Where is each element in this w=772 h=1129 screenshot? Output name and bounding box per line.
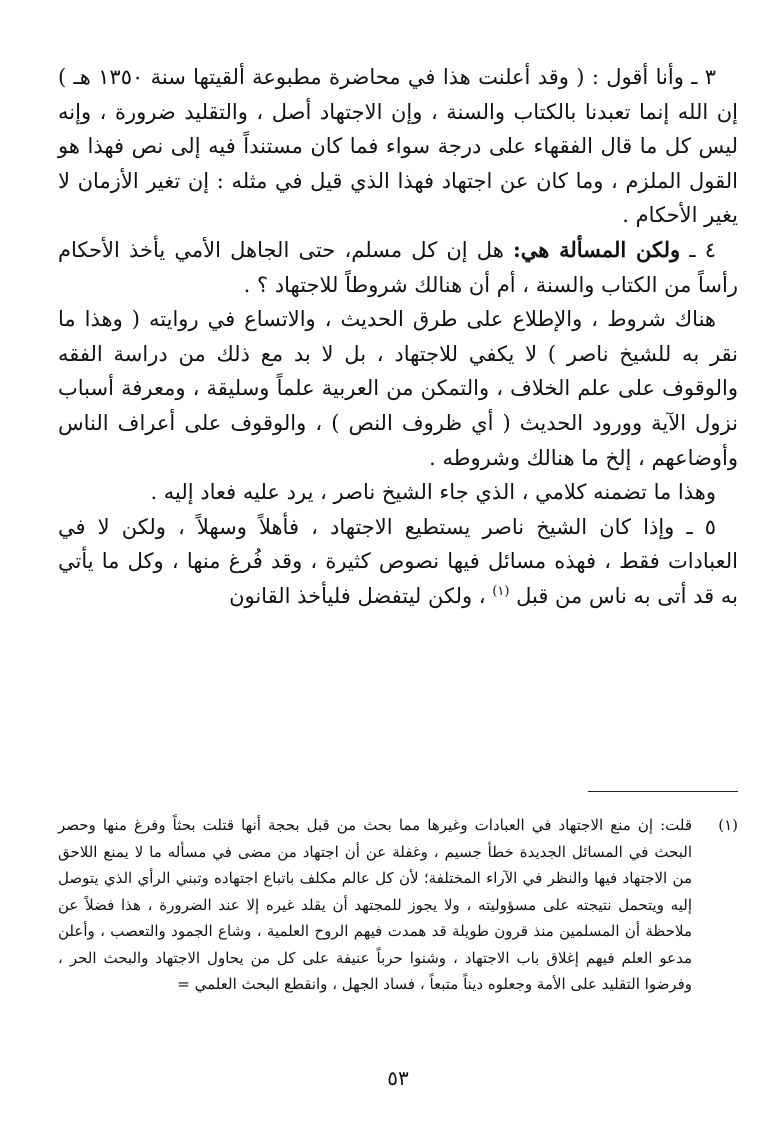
- paragraph-4-rest: هل إن كل مسلم، حتى الجاهل الأمي يأخذ الأحكام رأساً من الكتاب والسنة ، أم أن هنالك شروطاً للاجتهاد ؟ .: [58, 237, 738, 297]
- paragraph-5: [58, 510, 738, 614]
- footnote-reference[interactable]: (١): [492, 583, 510, 599]
- main-text: [58, 60, 738, 614]
- footnote-text: قلت: إن منع الاجتهاد في العبادات وغيرها مما بحث من قبل بحجة أنها قتلت بحثاً وفرغ منها وحصر البحث في المسائل الجديدة خطأ جسيم ، وغفلة عن أن اجتهاد من مضى في مسأله ما لا يمنع اللاحق من الاجتهاد فيها والنظر في الآراء المختلفة؛ لأن كل عالم مكلف باتباع اجتهاده وتبني الرأي الذي يتوصل إليه ويتحمل نتيجته على مسؤوليته ، ولا يجوز للمجتهد أن يقلد غيره إلا عند الضرورة ، هذا فضلاً عن ملاحظة أن المسلمين منذ قرون طويلة قد همدت فيهم الروح العلمية ، وشاع الجمود والتعصب ، وأعلن مدعو العلم فيهم إغلاق باب الاجتهاد ، وشنوا حرباً عنيفة على كل من يحاول الاجتهاد والبحث الحر ، وفرضوا التقليد على الأمة وجعلوه ديناً متبعاً ، فساد الجهل ، وانقطع البحث العلمي =: [58, 816, 692, 993]
- paragraph-summary: وهذا ما تضمنه كلامي ، الذي جاء الشيخ ناصر ، يرد عليه فعاد إليه .: [150, 480, 716, 505]
- footnote-1: [58, 812, 738, 998]
- paragraph-4: [58, 233, 738, 302]
- paragraph-conditions: هناك شروط ، والإطلاع على طرق الحديث ، والاتساع في روايته ( وهذا ما نقر به للشيخ ناصر ) لا يكفي للاجتهاد ، بل لا بد مع ذلك من دراسة الفقه والوقوف على علم الخلاف ، والتمكن من العربية علماً وسليقة ، ومعرفة أسباب نزول الآية وورود الحديث ( أي ظروف النص ) ، والوقوف على أعراف الناس وأوضاعهم ، إلخ ما هنالك وشروطه .: [58, 307, 738, 470]
- paragraph-5-after: ، ولكن ليتفضل فليأخذ القانون: [229, 583, 486, 608]
- paragraph-4-lead: ولكن المسألة هي:: [512, 236, 681, 262]
- document-page: [58, 60, 738, 1100]
- footnote-mark: (١): [718, 816, 738, 834]
- paragraph-5-before: ٥ ـ وإذا كان الشيخ ناصر يستطيع الاجتهاد ، فأهلاً وسهلاً ، ولكن لا في العبادات فقط ، فهذه مسائل فيها نصوص كثيرة ، وقد فُرغ منها ، وكل ما يأتي به قد أتى به ناس من قبل: [58, 514, 738, 608]
- footnotes-section: [58, 812, 738, 998]
- paragraph-4-number: ٤ ـ: [689, 237, 716, 262]
- page-number: ٥٣: [387, 1066, 409, 1090]
- footnote-divider: [588, 791, 738, 792]
- paragraph-3: ٣ ـ وأنا أقول : ( وقد أعلنت هذا في محاضرة مطبوعة ألقيتها سنة ١٣٥٠ هـ ) إن الله إنما تعبدنا بالكتاب والسنة ، وإن الاجتهاد أصل ، والتقليد ضرورة ، وإنه ليس كل ما قال الفقهاء على درجة سواء فما كان مستنداً فيه إلى نص فهذا هو القول الملزم ، وما كان عن اجتهاد فهذا الذي قيل في مثله : إن تغير الأزمان لا يغير الأحكام .: [58, 65, 738, 228]
